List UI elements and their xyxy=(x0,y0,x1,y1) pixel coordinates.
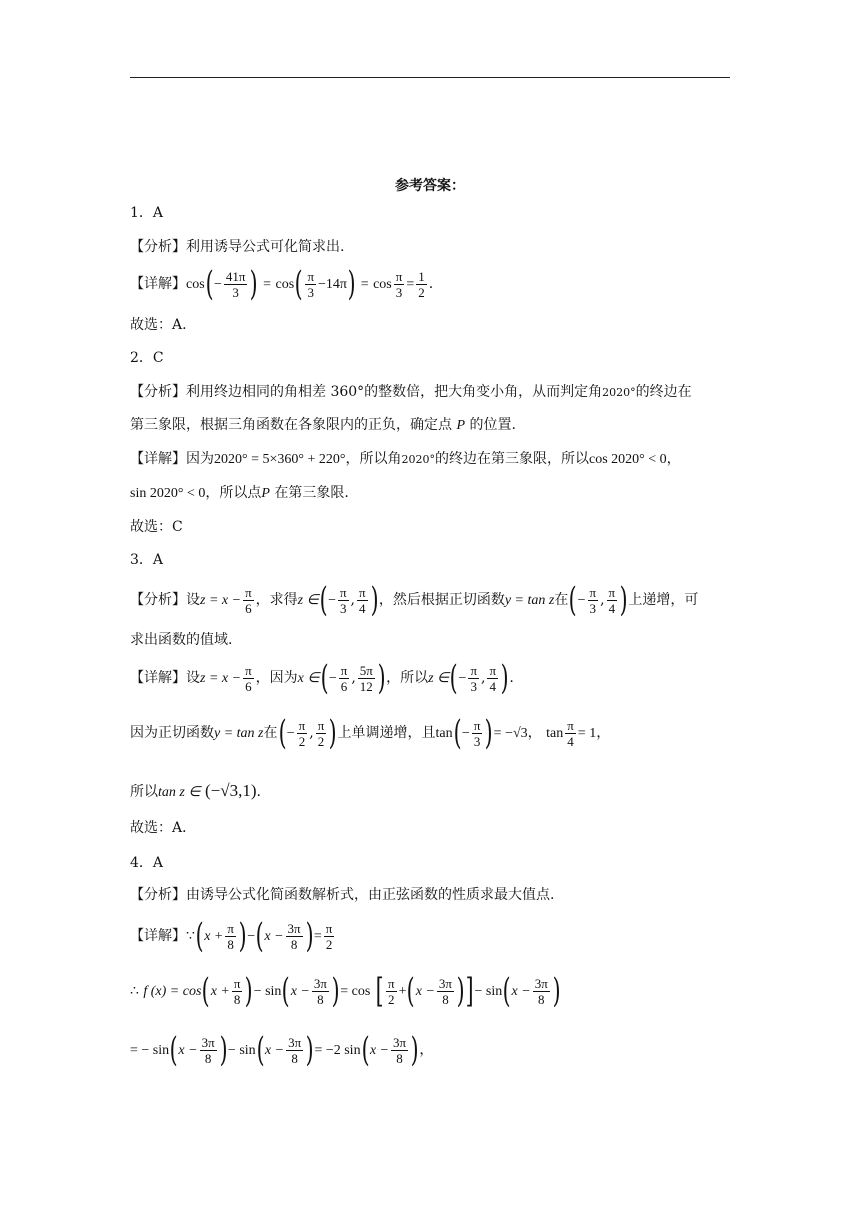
q3-detail-1: 【详解】设z = x − $\frac{\pi}{6}$ ，因为x ∈(− $\frac{\pi}{6}$ , $\frac{5\pi}{12}$ )，所以z ∈(− $\frac{\pi}{3}$ , $\frac{\pi}{4}$ ). xyxy=(130,658,514,698)
q1-answer: 故选：A. xyxy=(130,317,187,333)
q2-detail-2: sin 2020° < 0，所以点P 在第三象限. xyxy=(130,485,349,501)
q1-detail: 【详解】cos(− $\frac{41\pi}{3}$ ) = cos( $\frac{\pi}{3}$ −14π) = cos $\frac{\pi}{3}$ = $\frac{1}{2}$ . xyxy=(130,264,434,304)
q3-analysis-2: 求出函数的值域. xyxy=(130,632,233,648)
q1-analysis: 【分析】利用诱导公式可化简求出. xyxy=(130,239,345,255)
q3-detail-3: 所以tan z ∈ (−√3,1). xyxy=(130,781,261,800)
q4-detail-1: 【详解】∵(x + $\frac{\pi}{8}$ )−(x − $\frac{3\pi}{8}$ )= $\frac{\pi}{2}$ xyxy=(130,916,333,956)
q2-answer: 故选：C xyxy=(130,519,183,535)
q1-number: 1．A xyxy=(130,205,164,221)
q4-detail-2: ∴ f (x) = cos(x + $\frac{\pi}{8}$ )− sin(x − $\frac{3\pi}{8}$ )= cos [ $\frac{\pi}{2}$ +(x − $\frac{3\pi}{8}$ )]− sin(x − $\frac{3\pi}{8}$ ) xyxy=(130,971,561,1011)
q4-analysis: 【分析】由诱导公式化简函数解析式，由正弦函数的性质求最大值点. xyxy=(130,887,555,903)
q2-analysis-1: 【分析】利用终边相同的角相差 360°的整数倍，把大角变小角，从而判定角2020°的终边在 xyxy=(130,384,692,400)
q3-answer: 故选：A． xyxy=(130,820,197,836)
q3-number: 3．A xyxy=(130,552,164,568)
q2-detail-1: 【详解】因为2020° = 5×360° + 220°，所以角2020°的终边在第三象限，所以cos 2020° < 0， xyxy=(130,451,681,467)
q4-number: 4．A xyxy=(130,855,164,871)
page-title: 参考答案： xyxy=(395,178,465,194)
header-rule xyxy=(130,77,730,78)
q2-number: 2．C xyxy=(130,350,164,366)
q2-analysis-2: 第三象限，根据三角函数在各象限内的正负，确定点 P 的位置. xyxy=(130,417,516,433)
q3-detail-2: 因为正切函数y = tan z在(− $\frac{\pi}{2}$ , $\frac{\pi}{2}$ )上单调递增，且tan(− $\frac{\pi}{3}$ )= −√3， tan $\frac{\pi}{4}$ = 1， xyxy=(130,713,611,753)
q4-detail-3: = − sin(x − $\frac{3\pi}{8}$ )− sin(x − $\frac{3\pi}{8}$ )= −2 sin(x − $\frac{3\pi}{8}$ )， xyxy=(130,1030,434,1070)
q3-analysis-1: 【分析】设z = x − $\frac{\pi}{6}$ ，求得z ∈(− $\frac{\pi}{3}$ , $\frac{\pi}{4}$ )，然后根据正切函数y = tan z在(− $\frac{\pi}{3}$ , $\frac{\pi}{4}$ )上递增，可 xyxy=(130,580,699,620)
